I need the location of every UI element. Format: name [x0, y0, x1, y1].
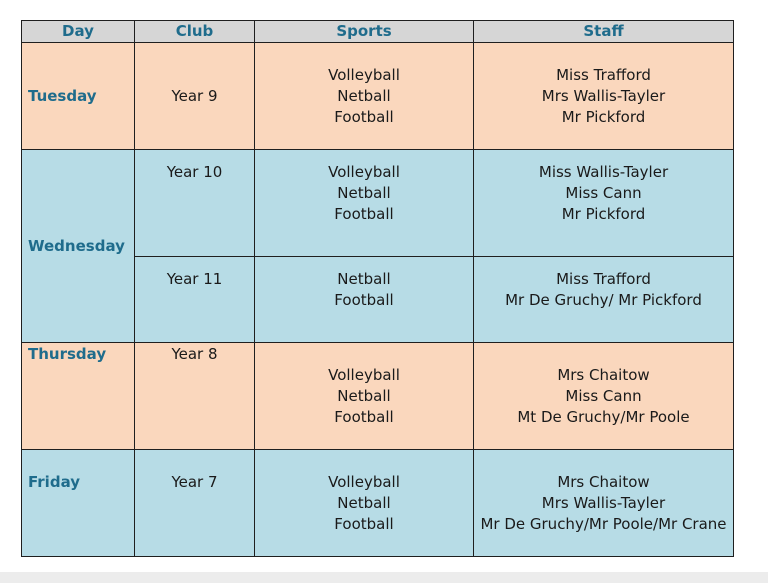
sports-cell: [255, 343, 474, 450]
sport-item: Football: [334, 107, 394, 126]
day-cell: Friday: [22, 450, 135, 557]
sport-item: Football: [334, 408, 394, 426]
staff-item: Mt De Gruchy/Mr Poole: [517, 408, 690, 426]
sport-item: Volleyball: [328, 65, 400, 84]
sport-item: Volleyball: [328, 366, 400, 384]
sport-item: Football: [334, 205, 394, 223]
staff-cell: [474, 150, 734, 257]
header-staff: Staff: [474, 21, 734, 43]
staff-item: Miss Wallis-Tayler: [538, 163, 669, 181]
club-cell: Year 11: [135, 257, 255, 343]
sports-cell: [255, 450, 474, 557]
staff-item: Miss Trafford: [556, 270, 651, 288]
sport-item: Football: [334, 291, 394, 309]
table-row: [22, 43, 734, 150]
staff-cell: [474, 450, 734, 557]
club-cell: Year 10: [135, 150, 255, 257]
staff-item: Mr Pickford: [561, 205, 646, 223]
sport-item: Volleyball: [328, 163, 400, 181]
sport-item: Netball: [337, 184, 391, 202]
staff-item: Mrs Wallis-Tayler: [541, 494, 666, 512]
staff-item: Mr De Gruchy/ Mr Pickford: [505, 291, 702, 309]
staff-cell: [474, 257, 734, 343]
day-cell: Wednesday: [22, 150, 135, 343]
club-cell: Year 9: [135, 43, 255, 150]
bottom-scroll-area: [0, 572, 768, 583]
staff-item: Miss Cann: [565, 387, 642, 405]
header-sports: Sports: [255, 21, 474, 43]
sports-cell: [255, 43, 474, 150]
sport-item: Netball: [337, 86, 391, 105]
staff-item: Mrs Chaitow: [557, 473, 650, 491]
staff-item: Mr De Gruchy/Mr Poole/Mr Crane: [480, 515, 727, 533]
sport-item: Netball: [337, 270, 391, 288]
sport-item: Volleyball: [328, 473, 400, 491]
table-row: [22, 150, 734, 257]
staff-cell: [474, 343, 734, 450]
sport-item: Netball: [337, 494, 391, 512]
table-row: [22, 450, 734, 557]
header-day: Day: [22, 21, 135, 43]
staff-item: Miss Trafford: [556, 65, 651, 84]
day-cell: Thursday: [22, 343, 135, 450]
staff-item: Mrs Wallis-Tayler: [541, 86, 666, 105]
club-cell: Year 7: [135, 450, 255, 557]
staff-item: Miss Cann: [565, 184, 642, 202]
staff-item: Mrs Chaitow: [557, 366, 650, 384]
staff-cell: [474, 43, 734, 150]
sports-cell: [255, 150, 474, 257]
sports-cell: [255, 257, 474, 343]
header-club: Club: [135, 21, 255, 43]
table-row: [22, 343, 734, 450]
day-cell: Tuesday: [22, 43, 135, 150]
clubs-timetable: [21, 20, 734, 557]
staff-item: Mr Pickford: [561, 107, 646, 126]
header-row: [22, 21, 734, 43]
sport-item: Netball: [337, 387, 391, 405]
sport-item: Football: [334, 515, 394, 533]
club-cell: Year 8: [135, 343, 255, 450]
